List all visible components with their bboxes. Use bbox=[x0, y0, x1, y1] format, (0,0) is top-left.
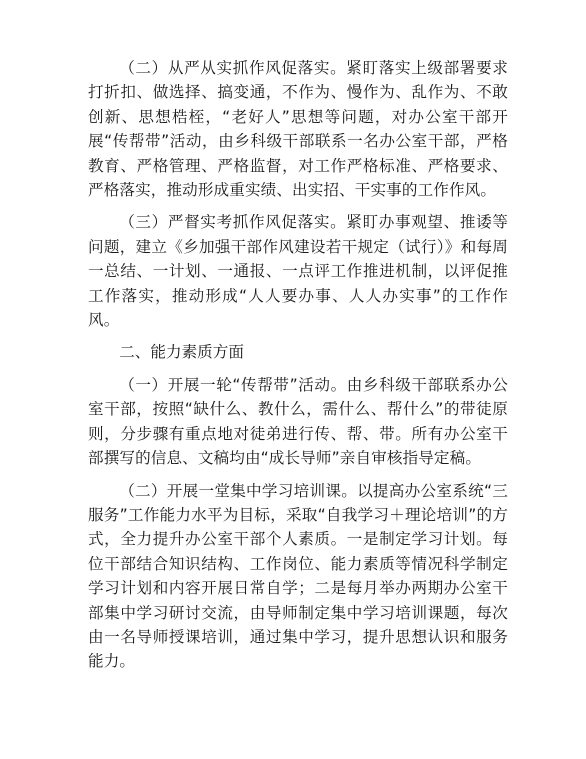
paragraph-work-style-supervision: （三）严督实考抓作风促落实。紧盯办事观望、推诿等问题，建立《乡加强干部作风建设若干规定（试行）》和每周一总结、一计划、一通报、一点评工作推进机制，以评促推工作落实，推动形成“人人要办事、人人办实事”的工作作风。 bbox=[88, 213, 508, 330]
paragraph-mentoring-activity: （一）开展一轮“传帮带”活动。由乡科级干部联系办公室干部，按照“缺什么、教什么，需什么、帮什么”的带徒原则，分步骤有重点地对徒弟进行传、帮、带。所有办公室干部撰写的信息、文稿均由“成长导师”亲自审核指导定稿。 bbox=[88, 375, 508, 468]
section-heading-ability: 二、能力素质方面 bbox=[119, 343, 244, 362]
paragraph-training-course: （二）开展一堂集中学习培训课。以提高办公室系统“三服务”工作能力水平为目标，采取“自我学习＋理论培训”的方式，全力提升办公室干部个人素质。一是制定学习计划。每位干部结合知识结构、工作岗位、能力素质等情况科学制定学习计划和内容开展日常自学；二是每月举办两期办公室干部集中学习研讨交流，由导师制定集中学习培训课题，每次由一名导师授课培训，通过集中学习，提升思想认识和服务能力。 bbox=[88, 481, 508, 671]
document-page bbox=[88, 56, 508, 682]
paragraph-work-style-strict: （二）从严从实抓作风促落实。紧盯落实上级部署要求打折扣、做选择、搞变通，不作为、慢作为、乱作为、不敢创新、思想梏桎，“老好人”思想等问题，对办公室干部开展“传帮带”活动，由乡科级干部联系一名办公室干部，严格教育、严格管理、严格监督，对工作严格标准、严格要求、严格落实，推动形成重实绩、出实招、干实事的工作作风。 bbox=[88, 59, 508, 200]
